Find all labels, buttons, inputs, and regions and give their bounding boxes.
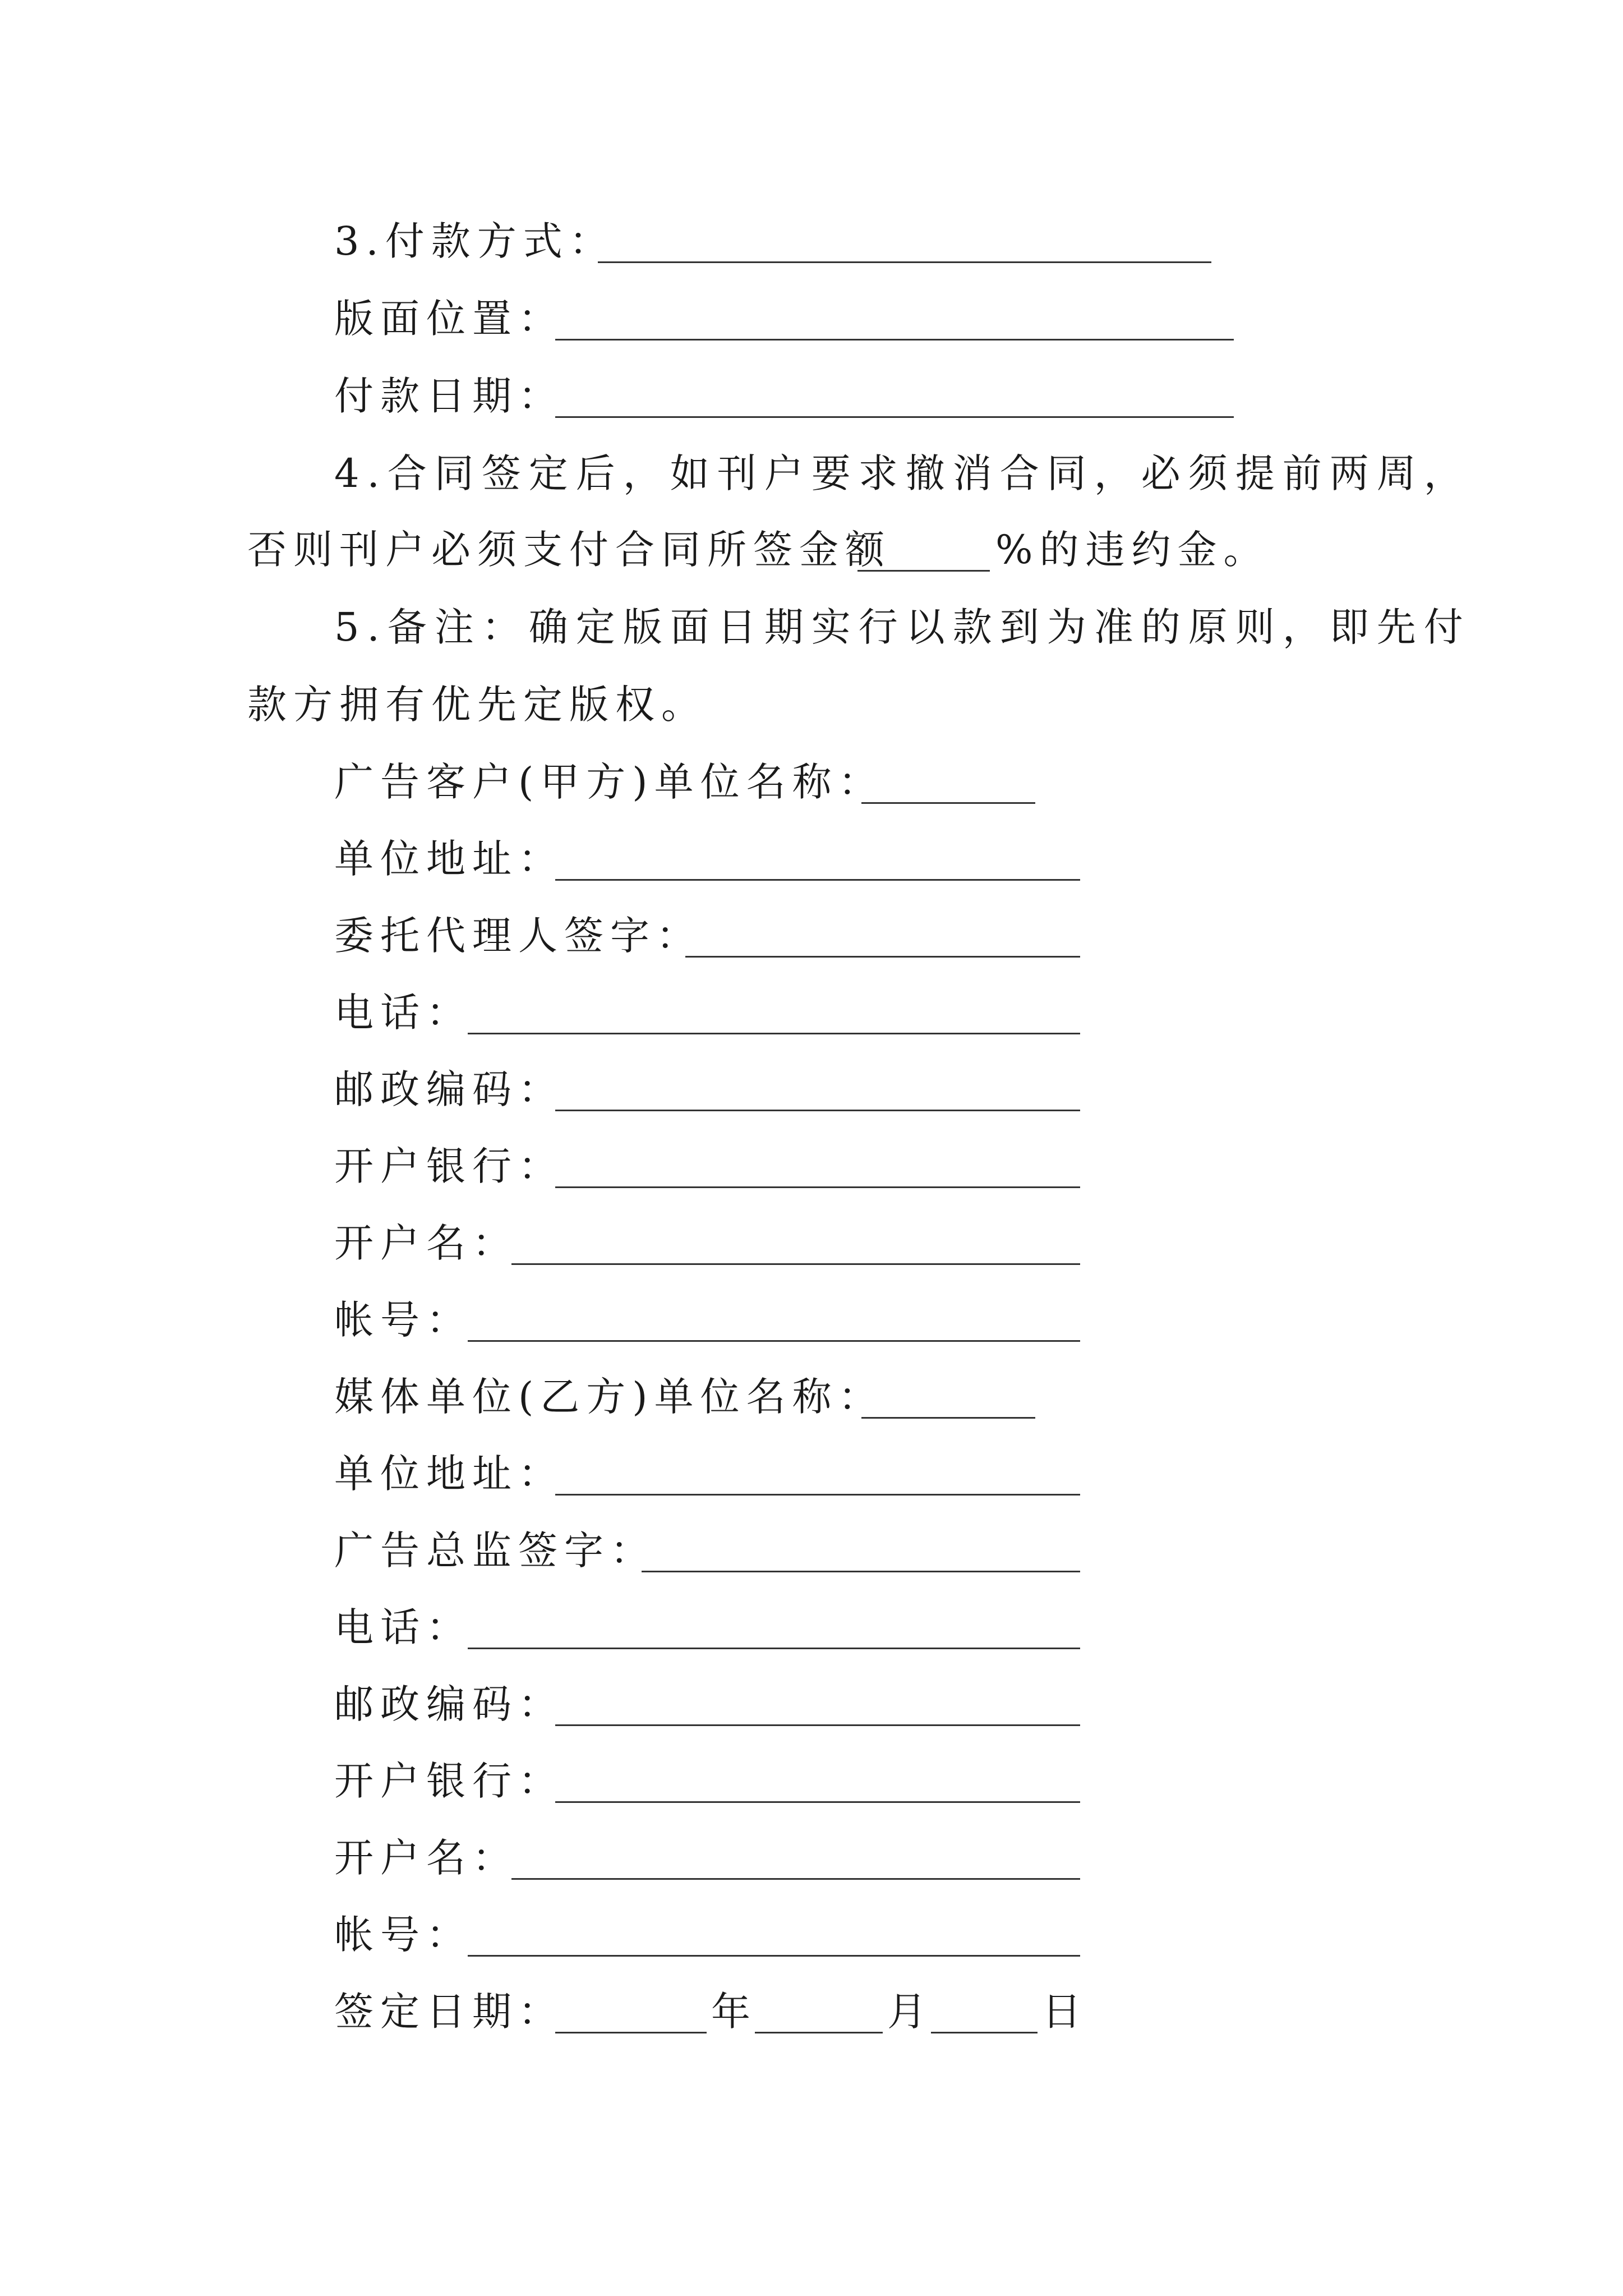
party-a-account-name-label: 开户名： bbox=[334, 1220, 518, 1266]
party-a-agent-field[interactable] bbox=[685, 956, 1080, 958]
party-b-postcode-field[interactable] bbox=[555, 1724, 1080, 1726]
party-a-bank-field[interactable] bbox=[555, 1186, 1080, 1188]
clause-4-text: 否则刊户必须支付合同所签金额 bbox=[247, 527, 891, 573]
party-b-phone-label: 电话： bbox=[334, 1604, 472, 1650]
party-a-account-name-field[interactable] bbox=[511, 1263, 1080, 1265]
party-b-account-name-label: 开户名： bbox=[334, 1835, 518, 1881]
party-b-postcode-label: 邮政编码： bbox=[334, 1681, 564, 1727]
payment-method-field[interactable] bbox=[598, 261, 1211, 263]
party-a-phone-field[interactable] bbox=[468, 1033, 1080, 1034]
party-a-postcode-label: 邮政编码： bbox=[334, 1066, 564, 1112]
party-b-address-field[interactable] bbox=[555, 1494, 1080, 1496]
party-a-address-label: 单位地址： bbox=[334, 836, 564, 882]
party-a-account-no-field[interactable] bbox=[468, 1340, 1080, 1342]
party-b-address-label: 单位地址： bbox=[334, 1451, 564, 1497]
clause-4-line-1: 4.合同签定后，如刊户要求撤消合同，必须提前两周， bbox=[334, 450, 1471, 496]
clause-5-line-1: 5.备注：确定版面日期实行以款到为准的原则，即先付 bbox=[334, 604, 1471, 650]
party-b-account-name-field[interactable] bbox=[511, 1878, 1080, 1880]
signing-month-unit: 月 bbox=[887, 1989, 933, 2035]
party-b-account-no-label: 帐号： bbox=[334, 1912, 472, 1958]
party-b-name-label: 媒体单位(乙方)单位名称： bbox=[334, 1374, 884, 1420]
clause-4-suffix: %的违约金。 bbox=[995, 527, 1270, 573]
party-a-account-no-label: 帐号： bbox=[334, 1297, 472, 1343]
party-a-phone-label: 电话： bbox=[334, 990, 472, 1036]
party-b-director-field[interactable] bbox=[642, 1571, 1080, 1572]
signing-day-unit: 日 bbox=[1042, 1989, 1088, 2035]
signing-year-field[interactable] bbox=[555, 2032, 707, 2033]
party-a-name-field[interactable] bbox=[861, 802, 1035, 804]
party-a-postcode-field[interactable] bbox=[555, 1110, 1080, 1111]
party-a-address-field[interactable] bbox=[555, 879, 1080, 881]
party-b-name-field[interactable] bbox=[861, 1417, 1035, 1419]
party-b-account-no-field[interactable] bbox=[468, 1955, 1080, 1957]
party-a-bank-label: 开户银行： bbox=[334, 1143, 564, 1189]
signing-date-label: 签定日期： bbox=[334, 1989, 564, 2035]
party-a-agent-label: 委托代理人签字： bbox=[334, 913, 702, 959]
party-b-director-label: 广告总监签字： bbox=[334, 1527, 656, 1573]
payment-method-label: 3.付款方式： bbox=[334, 218, 615, 264]
penalty-percent-field[interactable] bbox=[857, 570, 990, 572]
payment-date-label: 付款日期： bbox=[334, 373, 564, 419]
party-a-name-label: 广告客户(甲方)单位名称： bbox=[334, 759, 884, 805]
party-b-bank-field[interactable] bbox=[555, 1801, 1080, 1803]
party-b-bank-label: 开户银行： bbox=[334, 1758, 564, 1804]
signing-day-field[interactable] bbox=[931, 2032, 1038, 2033]
layout-position-label: 版面位置： bbox=[334, 296, 564, 342]
signing-month-field[interactable] bbox=[755, 2032, 883, 2033]
clause-5-line-2: 款方拥有优先定版权。 bbox=[247, 682, 707, 728]
signing-year-unit: 年 bbox=[711, 1989, 757, 2035]
payment-date-field[interactable] bbox=[555, 416, 1234, 418]
layout-position-field[interactable] bbox=[555, 339, 1234, 341]
party-b-phone-field[interactable] bbox=[468, 1648, 1080, 1649]
